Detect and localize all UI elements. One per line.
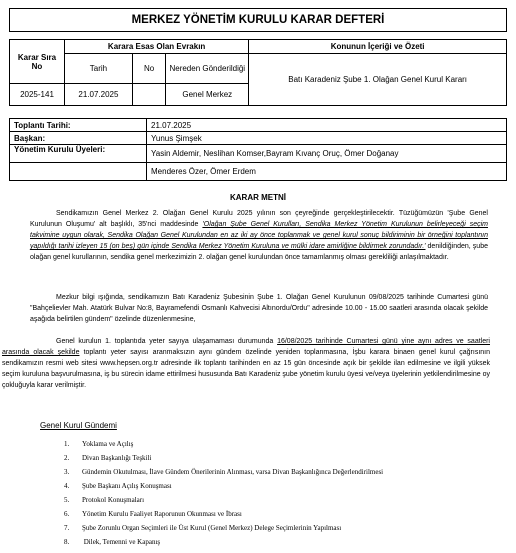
agenda-item: 8. Dilek, Temenni ve Kapanış (64, 538, 161, 546)
header-esas-evrak: Karara Esas Olan Evrakın (64, 40, 248, 54)
meeting-date-label: Toplantı Tarihi: (10, 119, 147, 132)
agenda-item: 6. Yönetim Kurulu Faaliyet Raporunun Okunması ve İbrası (64, 510, 242, 518)
konu-cell: Batı Karadeniz Şube 1. Olağan Genel Kurul Kararı (249, 54, 507, 106)
decision-paragraph-3 (2, 336, 490, 391)
agenda-item: 7. Şube Zorunlu Organ Seçimleri ile Üst Kurul (Genel Merkez) Delege Seçimlerinin Yapılması (64, 524, 342, 532)
board-members-line-1: Yasin Aldemir, Neslihan Komser,Bayram Kıvanç Oruç, Ömer Doğanay (147, 145, 507, 163)
board-members-empty-cell (10, 163, 147, 181)
paragraph-3-conclusion: toplantı yeter sayısı aranmaksızın aynı gündem özelinde yeniden toplanmasına, İşbu karara binaen genel kurul çağrısının sendikamızın resmi web sitesi www.hepsen.org.tr adresinde ilk toplantı tarihinden en az 15 gün öncesinde açık bir şekilde ilan edilmesine ve ilgili yüksek seçim kuruluna başvurulmasına, iş bu sürecin idame ettirilmesi hususunda Batı Karadeniz şube yönetim kurulu üyesi ve/veya üyelerinin yetkilendirilmesine oy çokluğuyla karar verilmiştir. (2, 349, 490, 389)
tarih-value: 21.07.2025 (64, 84, 132, 106)
header-tarih: Tarih (64, 54, 132, 84)
agenda-title: Genel Kurul Gündemi (40, 421, 117, 430)
paragraph-1-intro: Sendikamızın Genel Merkez 2. Olağan Genel Kurulu 2025 yılının son çeyreğinde gerçekleştirilecektir. Tüzüğümüzün 'Şube Genel Kurulunun Oluşumu' alt başlıklı, 35'nci maddesinde (30, 210, 488, 228)
meeting-date-value: 21.07.2025 (147, 119, 507, 132)
document-title: MERKEZ YÖNETİM KURULU KARAR DEFTERİ (9, 8, 507, 32)
paragraph-1-conclusion: denildiğinden, şube olağan genel kurullarının, sendika genel merkezimizin 2. olağan genel kurulundan önce tamamlanmış olması gerekliliği anlaşılmaktadır. (30, 243, 488, 261)
chairman-label: Başkan: (10, 132, 147, 145)
agenda-item: 2. Divan Başkanlığı Teşkili (64, 454, 152, 462)
no-value (132, 84, 165, 106)
agenda-item: 5. Protokol Konuşmaları (64, 496, 145, 504)
decision-text-title: KARAR METNİ (230, 193, 286, 202)
header-no: No (132, 54, 165, 84)
agenda-list (64, 437, 383, 549)
bylaw-quote: 'Olağan Şube Genel Kurulları, Sendika Merkez Yönetim Kurulunun belirleyeceği seçim takvimine uygun olarak, Sendika Olağan Genel Kurulundan en az iki ay önce toplanmak ve genel kurul sonuç bildiriminin bir örneğini toplantının yapıldığı tarihi izleyen 15 (on beş) gün içinde Sendika Merkez Yönetim Kuruluna ve mülki idare amirliğine bildirmek zorundadır.' (30, 221, 488, 250)
decision-table (9, 39, 507, 106)
header-karar-sira-no: Karar Sıra No (10, 40, 65, 84)
agenda-item: 1. Yoklama ve Açılış (64, 440, 134, 448)
header-konu: Konunun İçeriği ve Özeti (249, 40, 507, 54)
header-nereden: Nereden Gönderildiği (166, 54, 249, 84)
board-members-label: Yönetim Kurulu Üyeleri: (10, 145, 147, 163)
karar-sira-no-value: 2025-141 (10, 84, 65, 106)
agenda-item: 4. Şube Başkanı Açılış Konuşması (64, 482, 172, 490)
second-meeting-date: 16/08/2025 tarihinde Cumartesi günü yine aynı adres ve saatleri arasında olacak şekilde (2, 338, 490, 356)
nereden-value: Genel Merkez (166, 84, 249, 106)
agenda-item: 3. Gündemin Okutulması, İlave Gündem Önerilerinin Alınması, varsa Divan Başkanlığınca Değerlendirilmesi (64, 468, 384, 476)
meeting-info-table (9, 118, 507, 181)
board-members-line-2: Menderes Özer, Ömer Erdem (147, 163, 507, 181)
paragraph-3-intro: Genel kurulun 1. toplantıda yeter sayıya ulaşamaması durumunda (56, 338, 278, 345)
chairman-value: Yunus Şimşek (147, 132, 507, 145)
decision-paragraph-2: Mezkur bilgi ışığında, sendikamızın Batı Karadeniz Şubesinin Şube 1. Olağan Genel Kurulunun 09/08/2025 tarihinde Cumartesi günü "Bahçelievler Mah. Atatürk Bulvar No:8, Bayramefendi Osmanlı Kahvecisi Altınordu/Ordu" adresinde 10.00 - 15.00 saatleri arasında olacak şekilde aşağıda belirtilen gündem" özelinde düzenlenmesine, (30, 294, 488, 323)
decision-paragraph-1 (30, 208, 488, 263)
